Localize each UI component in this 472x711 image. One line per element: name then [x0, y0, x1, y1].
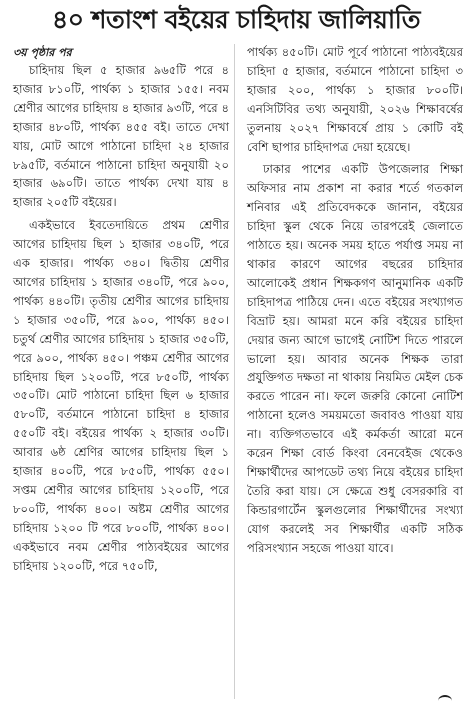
article-paragraph: পার্থক্য ৪৫০টি। মোট পূর্বে পাঠানো পাঠ্যবইয়ের চাহিদা ৫ হাজার, বর্তমানে পাঠানো চাহিদা ৩ হাজার ২০০, পার্থক্য ১ হাজার ৮০০টি। এনসিটিবির তথ্য অনুযায়ী, ২০২৬ শিক্ষাবর্ষের তুলনায় ২০২৭ শিক্ষাবর্ষে প্রায় ১ কোটি বই বেশি ছাপার চাহিদাপত্র দেয়া হয়েছে। — [247, 45, 463, 154]
article-column-right — [247, 43, 463, 557]
column-divider — [234, 44, 235, 699]
article-column-left — [13, 44, 229, 575]
article-paragraph: ঢাকার পাশের একটি উপজেলার শিক্ষা অফিসার নাম প্রকাশ না করার শর্তে গতকাল শনিবার এই প্রতিবেদককে জানান, বইয়ের চাহিদা স্কুল থেকে নিয়ে তারপরেই জেলাতে পাঠাতে হয়। অনেক সময় হাতে পর্যাপ্ত সময় না থাকার কারণে আগের বছরের চাহিদার আলোকেই প্রধান শিক্ষকগণ আনুমানিক একটি চাহিদাপত্র পাঠিয়ে দেন। এতে বইয়ের সংখ্যাগত বিভ্রাট হয়। আমরা মনে করি বইয়ের চাহিদা দেয়ার জন্য আগে ভাগেই নোটিশ দিতে পারলে ভালো হয়। আবার অনেক শিক্ষক তারা প্রযুক্তিগত দক্ষতা না থাকায় নিয়মিত মেইল চেক করতে পারেন না। ফলে জরুরি কোনো নোটিশ পাঠানো হলেও সময়মতো জবাবও পাওয়া যায় না। ব্যক্তিগতভাবে এই কর্মকর্তা আরো মনে করেন শিক্ষা বোর্ড কিংবা বেনবেইজ থেকেও শিক্ষার্থীদের আপডেট তথ্য নিয়ে বইয়ের চাহিদা তৈরি করা যায়। সে ক্ষেত্রে শুধু বেসরকারি বা কিন্ডারগার্টেন স্কুলগুলোর শিক্ষার্থীদের সংখ্যা যোগ করলেই সব শিক্ষার্থীর একটি সঠিক পরিসংখ্যান সহজে পাওয়া যাবে। — [247, 162, 463, 555]
page-edge-mark — [438, 695, 452, 707]
continued-from-label: ৩য় পৃষ্ঠার পর — [13, 46, 72, 59]
article-headline: ৪০ শতাংশ বইয়ের চাহিদায় জালিয়াতি — [51, 5, 420, 34]
article-paragraph: চাহিদায় ছিল ৫ হাজার ৯৬৫টি পরে ৪ হাজার ৮১০টি, পার্থক্য ১ হাজার ১৫৫। নবম শ্রেণীর আগের চাহিদায় ৪ হাজার ৯৩টি, পরে ৪ হাজার ৪৮০টি, পার্থক্য ৪৫৫ বই। তাতে দেখা যায়, মোট আগে পাঠানো চাহিদা ২৪ হাজার ৮৯৫টি, বর্তমানে পাঠানো চাহিদা অনুযায়ী ২০ হাজার ৬৯০টি। তাতে পার্থক্য দেখা যায় ৪ হাজার ২০৫টি বইয়ের। — [13, 63, 229, 210]
article-paragraph: একইভাবে ইবতেদায়িতে প্রথম শ্রেণীর আগের চাহিদায় ছিল ১ হাজার ৩৪০টি, পরে এক হাজার। পার্থক্য ৩৪০। দ্বিতীয় শ্রেণীর আগের চাহিদায় ১ হাজার ৩৪০টি, পরে ৯০০, পার্থক্য ৪৪০টি। তৃতীয় শ্রেণীর আগের চাহিদায় ১ হাজার ৩৫০টি, পরে ৯০০, পার্থক্য ৪৫০। চতুর্থ শ্রেণীর আগের চাহিদায় ১ হাজার ৩৫০টি, পরে ৯০০, পার্থক্য ৪৫০। পঞ্চম শ্রেণীর আগের চাহিদায় ছিল ১২০০টি, পরে ৮৫০টি, পার্থক্য ৩৫০টি। মোট পাঠানো চাহিদা ছিল ৬ হাজার ৫৮০টি, বর্তমানে পাঠানো চাহিদা ৪ হাজার ৫৫০টি বই। বইয়ের পার্থক্য ২ হাজার ৩০টি। আবার ৬ষ্ঠ শ্রেণির আগের চাহিদায় ছিল ১ হাজার ৪০০টি, পরে ৮৫০টি, পার্থক্য ৫৫০। সপ্তম শ্রেণীর আগের চাহিদায় ১২০০টি, পরে ৮০০টি, পার্থক্য ৪০০। অষ্টম শ্রেণীর আগের চাহিদায় ১২০০ টি পরে ৮০০টি, পার্থক্য ৪০০। একইভাবে নবম শ্রেণীর পাঠ্যবইয়ের আগের চাহিদায় ১২০০টি, পরে ৭৫০টি, — [13, 218, 229, 573]
